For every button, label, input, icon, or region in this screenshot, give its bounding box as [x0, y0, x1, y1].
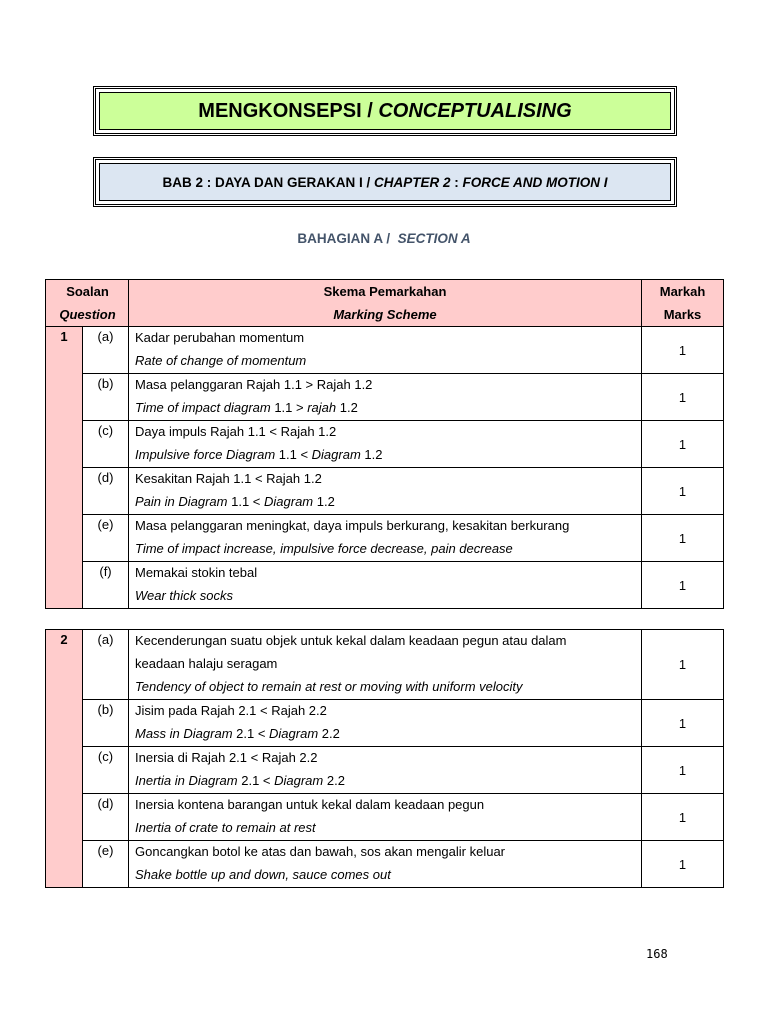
scheme-en-i2: Diagram	[269, 726, 319, 741]
mark-value: 1	[642, 630, 724, 700]
table-row	[46, 794, 724, 841]
scheme-en-text: Time of impact increase, impulsive force decrease, pain decrease	[135, 541, 513, 556]
mark-value: 1	[642, 841, 724, 888]
header-question-text: Question	[59, 307, 116, 322]
part-label: (a)	[83, 630, 129, 700]
header-marks-en: Marks	[663, 307, 702, 322]
question-number: 2	[46, 630, 83, 888]
scheme-cell	[129, 468, 642, 515]
scheme-en-i2: rajah	[307, 400, 337, 415]
header-marking-en	[129, 303, 641, 326]
scheme-en-n2: 1.2	[360, 447, 383, 462]
header-marks	[642, 280, 724, 327]
scheme-en	[135, 585, 641, 608]
scheme-cell	[129, 515, 642, 562]
question-number: 1	[46, 327, 83, 609]
chapter-en-title: FORCE AND MOTION I	[462, 174, 608, 190]
scheme-en-text: Shake bottle up and down, sauce comes out	[135, 867, 391, 882]
scheme-cell	[129, 700, 642, 747]
scheme-en	[135, 444, 641, 467]
table-row	[46, 700, 724, 747]
mark-value: 1	[642, 562, 724, 609]
header-scheme	[129, 280, 642, 327]
scheme-en	[135, 817, 641, 840]
scheme-en-n: 2.1 <	[237, 773, 275, 788]
part-label: (b)	[83, 700, 129, 747]
header-skema: Skema Pemarkahan	[323, 284, 447, 299]
mark-value: 1	[642, 747, 724, 794]
scheme-ms-line2: keadaan halaju seragam	[135, 656, 278, 671]
mark-value: 1	[642, 515, 724, 562]
scheme-cell	[129, 374, 642, 421]
part-label: (c)	[83, 421, 129, 468]
scheme-en-text: Tendency of object to remain at rest or moving with uniform velocity	[135, 679, 523, 694]
page-number: 168	[646, 947, 668, 961]
chapter-sep: :	[450, 174, 463, 190]
scheme-en-n: 1.1 <	[275, 447, 312, 462]
scheme-en-i: Inertia in Diagram	[135, 773, 238, 788]
scheme-en-n2: 1.2	[336, 400, 358, 415]
table-row	[46, 515, 724, 562]
part-label: (a)	[83, 327, 129, 374]
scheme-en-n: 2.1 <	[232, 726, 270, 741]
scheme-en-text: Wear thick socks	[135, 588, 234, 603]
header-question-en	[46, 303, 129, 326]
scheme-ms: Daya impuls Rajah 1.1 < Rajah 1.2	[135, 424, 337, 439]
scheme-en-n2: 1.2	[313, 494, 335, 509]
scheme-ms: Masa pelanggaran meningkat, daya impuls berkurang, kesakitan berkurang	[135, 518, 570, 533]
table-row	[46, 630, 724, 700]
mark-value: 1	[642, 468, 724, 515]
scheme-en-n2: 2.2	[318, 726, 340, 741]
table-row	[46, 841, 724, 888]
header-markah: Markah	[659, 284, 706, 299]
scheme-en-n: 1.1 >	[270, 400, 308, 415]
page-title	[99, 92, 671, 130]
scheme-en	[135, 676, 641, 699]
section-en: SECTION A	[397, 231, 471, 246]
section-title	[0, 231, 768, 246]
scheme-ms: Jisim pada Rajah 2.1 < Rajah 2.2	[135, 703, 327, 718]
scheme-en	[135, 538, 641, 561]
scheme-ms: Masa pelanggaran Rajah 1.1 > Rajah 1.2	[135, 377, 373, 392]
title-italic: CONCEPTUALISING	[378, 99, 572, 122]
q1-table	[45, 279, 724, 609]
part-label: (e)	[83, 841, 129, 888]
table-row	[46, 374, 724, 421]
scheme-ms: Kesakitan Rajah 1.1 < Rajah 1.2	[135, 471, 322, 486]
scheme-en	[135, 864, 641, 887]
scheme-cell	[129, 421, 642, 468]
mark-value: 1	[642, 794, 724, 841]
q2-table	[45, 629, 724, 888]
scheme-en	[135, 397, 641, 420]
scheme-en-text: Inertia of crate to remain at rest	[135, 820, 316, 835]
scheme-en	[135, 350, 641, 373]
chapter-box	[93, 157, 677, 207]
chapter-en-label: CHAPTER 2	[374, 174, 451, 190]
part-label: (c)	[83, 747, 129, 794]
part-label: (d)	[83, 794, 129, 841]
title-box	[93, 86, 677, 136]
table-row	[46, 747, 724, 794]
scheme-en-i: Impulsive force Diagram	[135, 447, 276, 462]
table-row	[46, 421, 724, 468]
table-row	[46, 468, 724, 515]
mark-value: 1	[642, 421, 724, 468]
chapter-ms: BAB 2 : DAYA DAN GERAKAN I /	[162, 174, 371, 190]
mark-value: 1	[642, 700, 724, 747]
header-marking-text: Marking Scheme	[333, 307, 437, 322]
scheme-cell	[129, 562, 642, 609]
scheme-en-i: Pain in Diagram	[135, 494, 228, 509]
part-label: (e)	[83, 515, 129, 562]
title-main: MENGKONSEPSI /	[198, 99, 373, 122]
part-label: (f)	[83, 562, 129, 609]
scheme-en-i: Time of impact diagram	[135, 400, 271, 415]
scheme-en	[135, 770, 641, 793]
header-soalan: Soalan	[66, 284, 109, 299]
table-row	[46, 327, 724, 374]
header-question	[46, 280, 129, 327]
scheme-ms: Kadar perubahan momentum	[135, 330, 305, 345]
section-ms: BAHAGIAN A /	[297, 231, 394, 246]
chapter-title	[99, 163, 671, 201]
header-row	[46, 280, 724, 327]
scheme-cell	[129, 841, 642, 888]
scheme-ms: Memakai stokin tebal	[135, 565, 258, 580]
scheme-ms: Inersia di Rajah 2.1 < Rajah 2.2	[135, 750, 318, 765]
scheme-cell	[129, 630, 642, 700]
scheme-en-i2: Diagram	[311, 447, 361, 462]
mark-value: 1	[642, 374, 724, 421]
scheme-en	[135, 723, 641, 746]
scheme-ms-line1: Kecenderungan suatu objek untuk kekal dalam keadaan pegun atau dalam	[135, 633, 567, 648]
scheme-cell	[129, 747, 642, 794]
scheme-en-i: Mass in Diagram	[135, 726, 233, 741]
mark-value: 1	[642, 327, 724, 374]
scheme-en-n2: 2.2	[323, 773, 345, 788]
scheme-en-i2: Diagram	[264, 494, 314, 509]
scheme-en	[135, 491, 641, 514]
part-label: (d)	[83, 468, 129, 515]
table-row	[46, 562, 724, 609]
scheme-en-i2: Diagram	[274, 773, 324, 788]
part-label: (b)	[83, 374, 129, 421]
scheme-en-text: Rate of change of momentum	[135, 353, 307, 368]
scheme-en-n: 1.1 <	[227, 494, 264, 509]
scheme-ms: Goncangkan botol ke atas dan bawah, sos akan mengalir keluar	[135, 844, 506, 859]
scheme-cell	[129, 327, 642, 374]
scheme-cell	[129, 794, 642, 841]
scheme-ms: Inersia kontena barangan untuk kekal dalam keadaan pegun	[135, 797, 485, 812]
